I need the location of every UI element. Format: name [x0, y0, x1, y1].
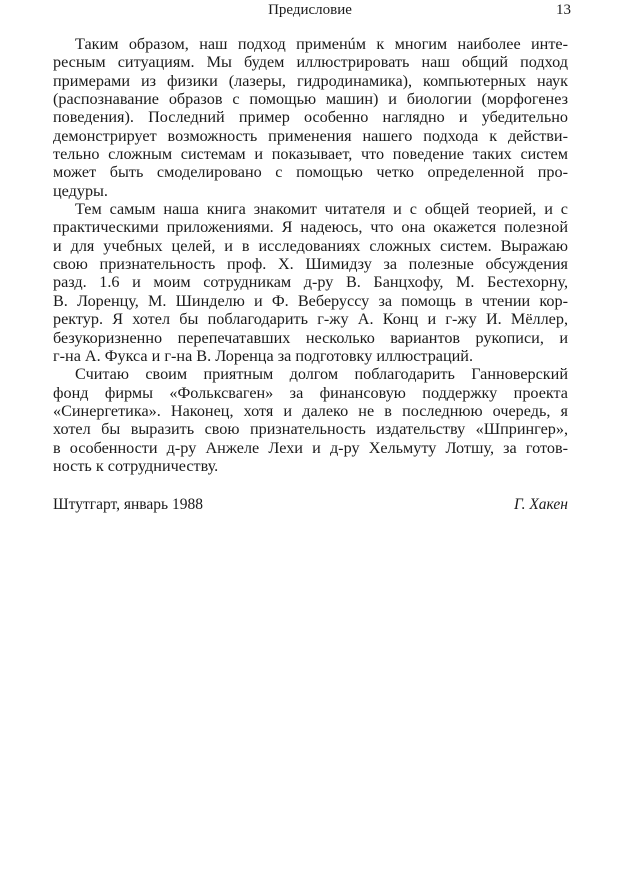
text-line: (распознавание образов с помощью машин) и биологии (морфогенез [53, 90, 568, 109]
text-line: разд. 1.6 и моим сотрудникам д-ру В. Банцхофу, М. Бестехорну, [53, 273, 568, 292]
text-line: практическими приложениями. Я надеюсь, что она окажется полезной [53, 218, 568, 237]
running-header-title: Предисловие [268, 2, 352, 18]
text-line: и для учебных целей, и в исследованиях сложных систем. Выражаю [53, 236, 568, 255]
text-line: Считаю своим приятным долгом поблагодарить Ганноверский [75, 365, 568, 384]
paragraph [53, 365, 568, 475]
text-line: г-на А. Фукса и г-на В. Лоренца за подготовку иллюстраций. [53, 346, 474, 365]
paragraph [53, 35, 568, 200]
text-line: хотел бы выразить свою признательность издательству «Шпрингер», [53, 420, 568, 439]
text-line: демонстрирует возможность применения нашего подхода к действи- [53, 126, 568, 145]
text-line: в особенности д-ру Анжеле Лехи и д-ру Хельмуту Лотшу, за готов- [53, 438, 568, 457]
paragraph [53, 200, 568, 365]
text-line: поведения). Последний пример особенно наглядно и убедительно [53, 108, 568, 127]
text-line: цедуры. [53, 181, 108, 200]
text-line: ность к сотрудничеству. [53, 456, 219, 475]
text-line: фонд фирмы «Фольксваген» за финансовую поддержку проекта [53, 383, 568, 402]
place-and-date: Штутгарт, январь 1988 [53, 496, 203, 513]
text-line: Таким образом, наш подход применúм к многим наиболее инте- [75, 35, 568, 53]
text-line: ресным ситуациям. Мы будем иллюстрировать наш общий подход [53, 53, 568, 72]
text-line: «Синергетика». Наконец, хотя и далеко не в последнюю очередь, я [53, 401, 568, 420]
text-line: В. Лоренцу, М. Шинделю и Ф. Веберуссу за помощь в чтении кор- [53, 291, 568, 310]
text-line: безукоризненно перепечатавших несколько вариантов рукописи, и [53, 328, 568, 347]
text-line: Тем самым наша книга знакомит читателя и с общей теорией, и с [75, 200, 568, 219]
text-line: свою признательность проф. Х. Шимидзу за полезные обсуждения [53, 255, 568, 274]
text-line: ректур. Я хотел бы поблагодарить г-жу А. Конц и г-жу И. Мёллер, [53, 310, 568, 329]
page-number: 13 [556, 2, 571, 18]
text-line: тельно сложным системам и показывает, что поведение таких систем [53, 145, 568, 164]
text-line: может быть смоделировано с помощью четко определенной про- [53, 163, 568, 182]
preface-body [53, 35, 568, 475]
text-line: примерами из физики (лазеры, гидродинамика), компьютерных наук [53, 71, 568, 90]
author-signature: Г. Хакен [513, 496, 568, 513]
